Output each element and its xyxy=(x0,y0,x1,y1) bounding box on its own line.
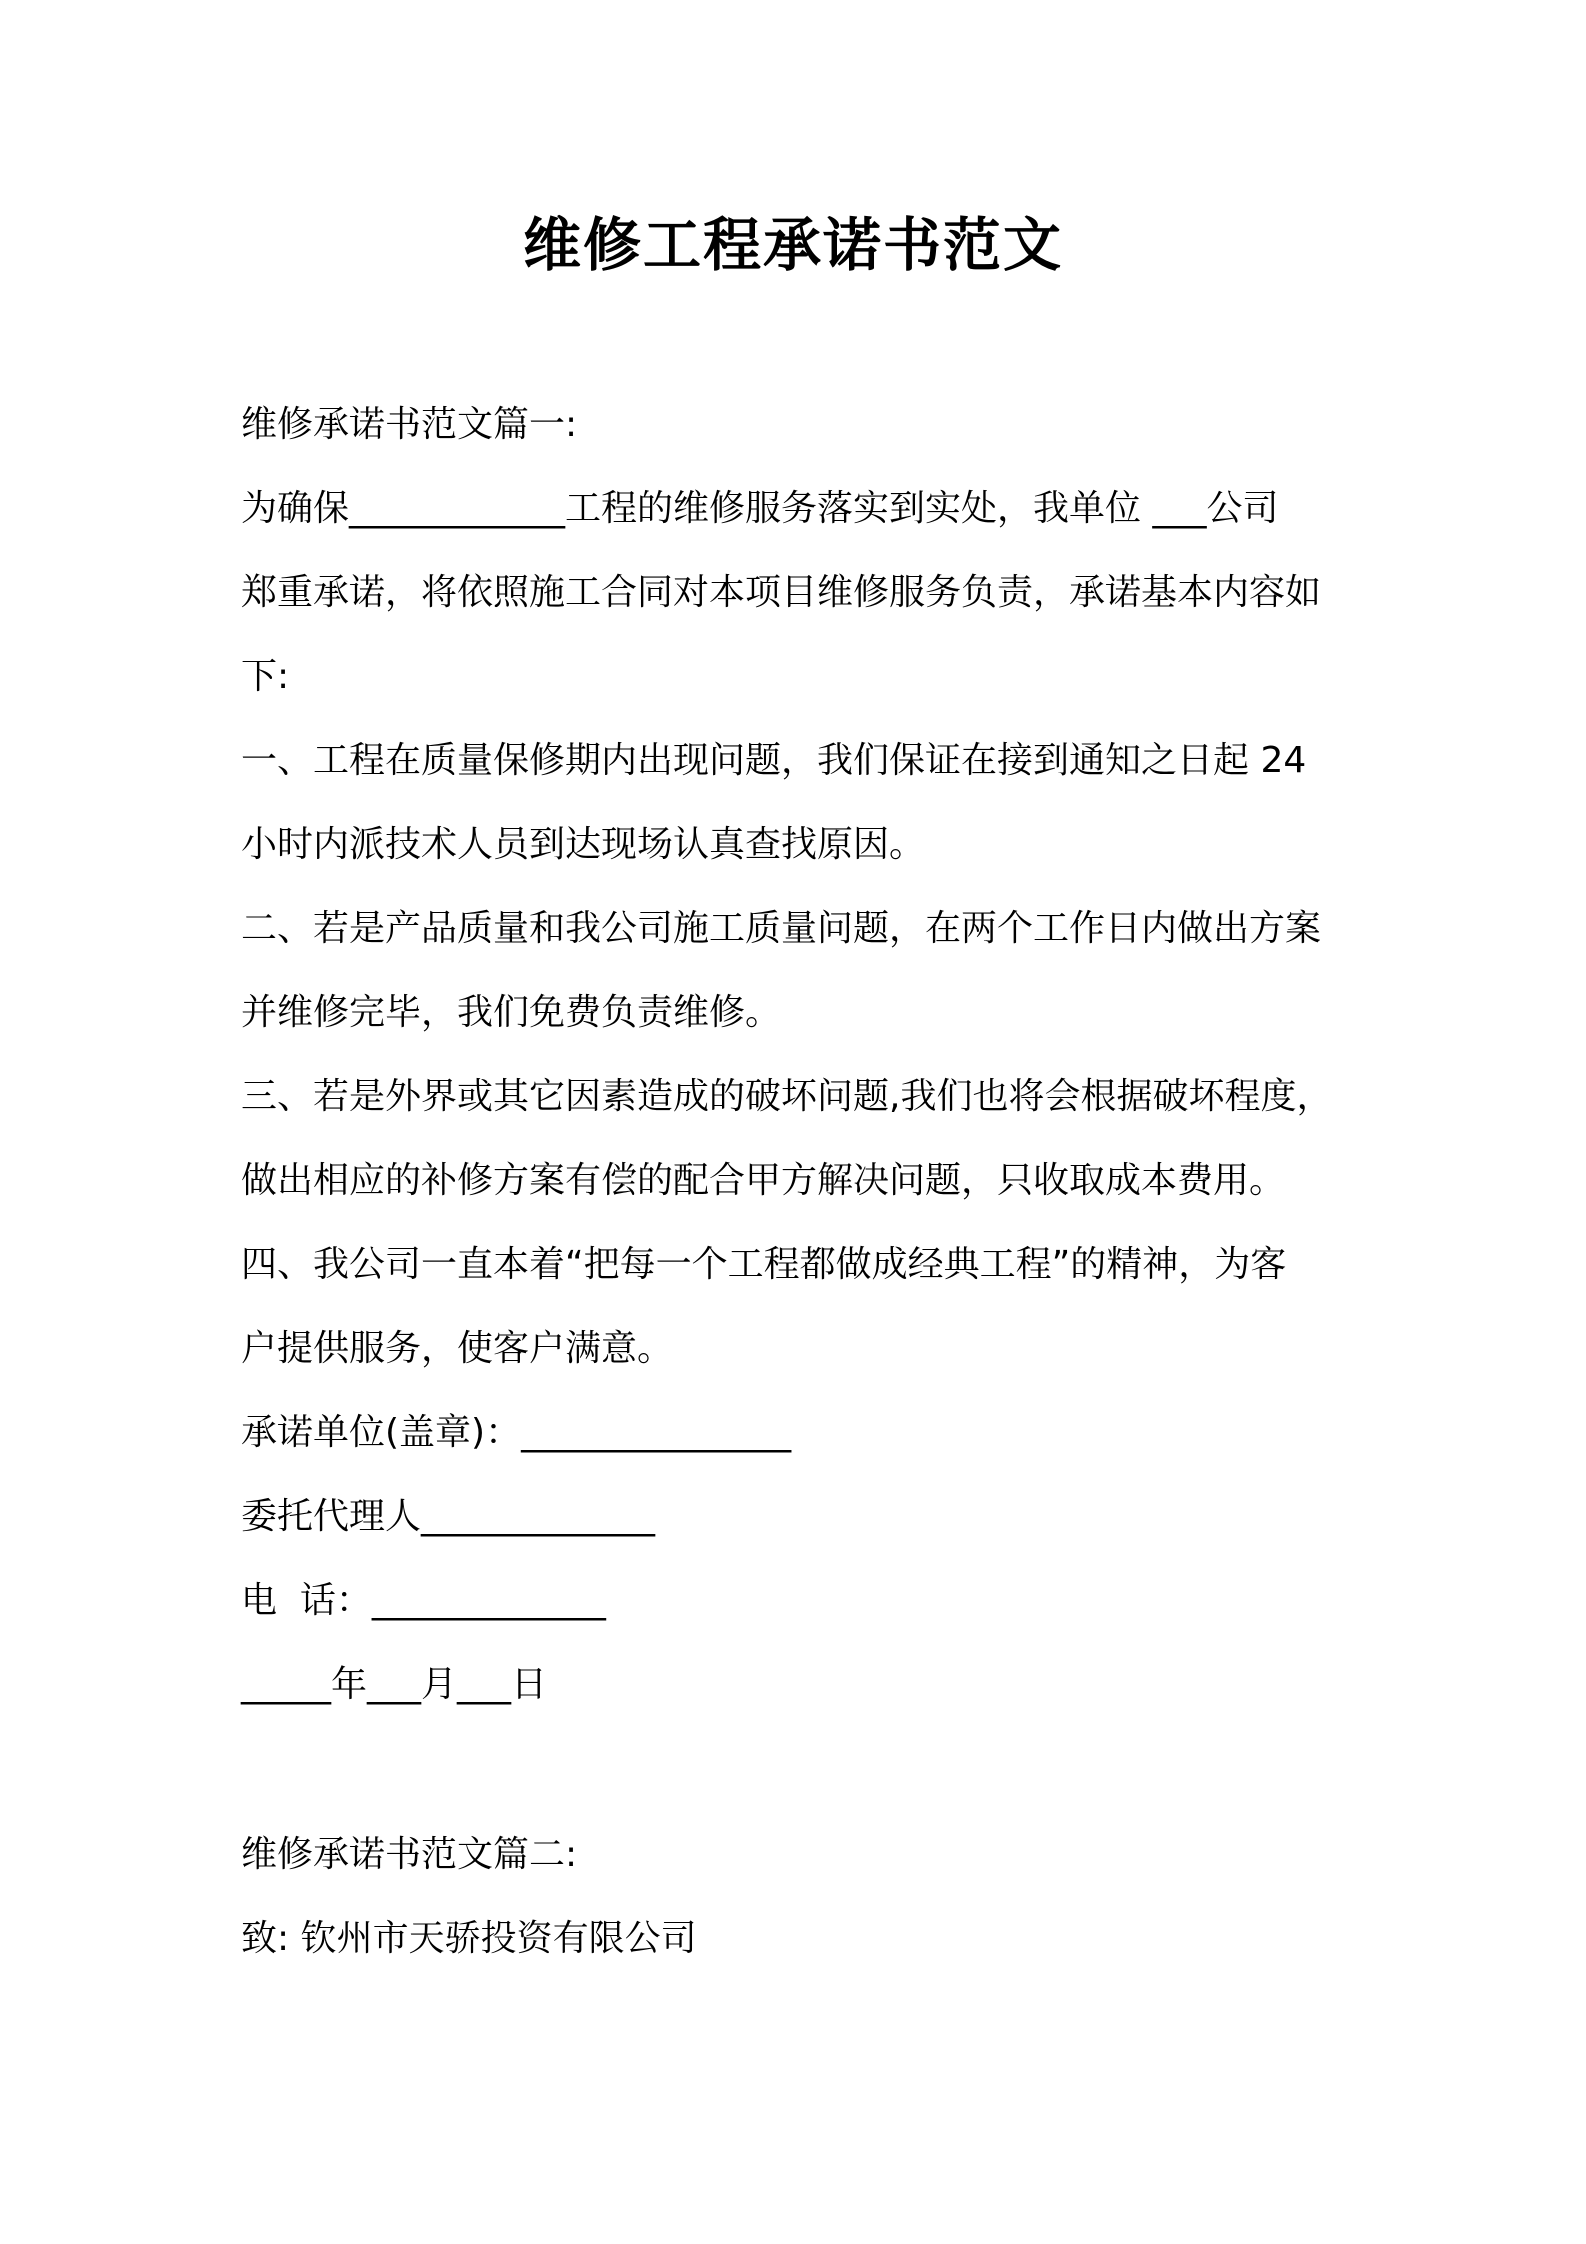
section-heading-2: 维修承诺书范文篇二: xyxy=(241,1834,578,1875)
paragraph-line: 二、若是产品质量和我公司施工质量问题，在两个工作日内做出方案 xyxy=(241,908,1322,949)
date-field: _____年___月___日 xyxy=(241,1664,548,1705)
signature-unit-field: 承诺单位(盖章)：_______________ xyxy=(241,1412,792,1453)
paragraph-line: 并维修完毕，我们免费负责维修。 xyxy=(241,992,782,1033)
agent-field: 委托代理人_____________ xyxy=(241,1496,656,1537)
section-heading-1: 维修承诺书范文篇一: xyxy=(241,404,578,445)
paragraph-line: 下: xyxy=(241,656,290,697)
paragraph-line: 郑重承诺，将依照施工合同对本项目维修服务负责，承诺基本内容如 xyxy=(241,572,1322,613)
paragraph-line: 一、工程在质量保修期内出现问题，我们保证在接到通知之日起 24 xyxy=(241,740,1307,781)
paragraph-line: 三、若是外界或其它因素造成的破坏问题,我们也将会根据破坏程度， xyxy=(241,1076,1333,1117)
paragraph-line: 户提供服务，使客户满意。 xyxy=(241,1328,674,1369)
recipient-line: 致: 钦州市天骄投资有限公司 xyxy=(241,1918,697,1959)
paragraph-line: 为确保____________工程的维修服务落实到实处，我单位 ___公司 xyxy=(241,488,1279,529)
phone-field: 电 话：_____________ xyxy=(241,1580,606,1621)
paragraph-line: 四、我公司一直本着“把每一个工程都做成经典工程”的精神，为客 xyxy=(241,1244,1287,1285)
document-title: 维修工程承诺书范文 xyxy=(522,211,1063,279)
paragraph-line: 小时内派技术人员到达现场认真查找原因。 xyxy=(241,824,926,865)
paragraph-line: 做出相应的补修方案有偿的配合甲方解决问题，只收取成本费用。 xyxy=(241,1160,1286,1201)
